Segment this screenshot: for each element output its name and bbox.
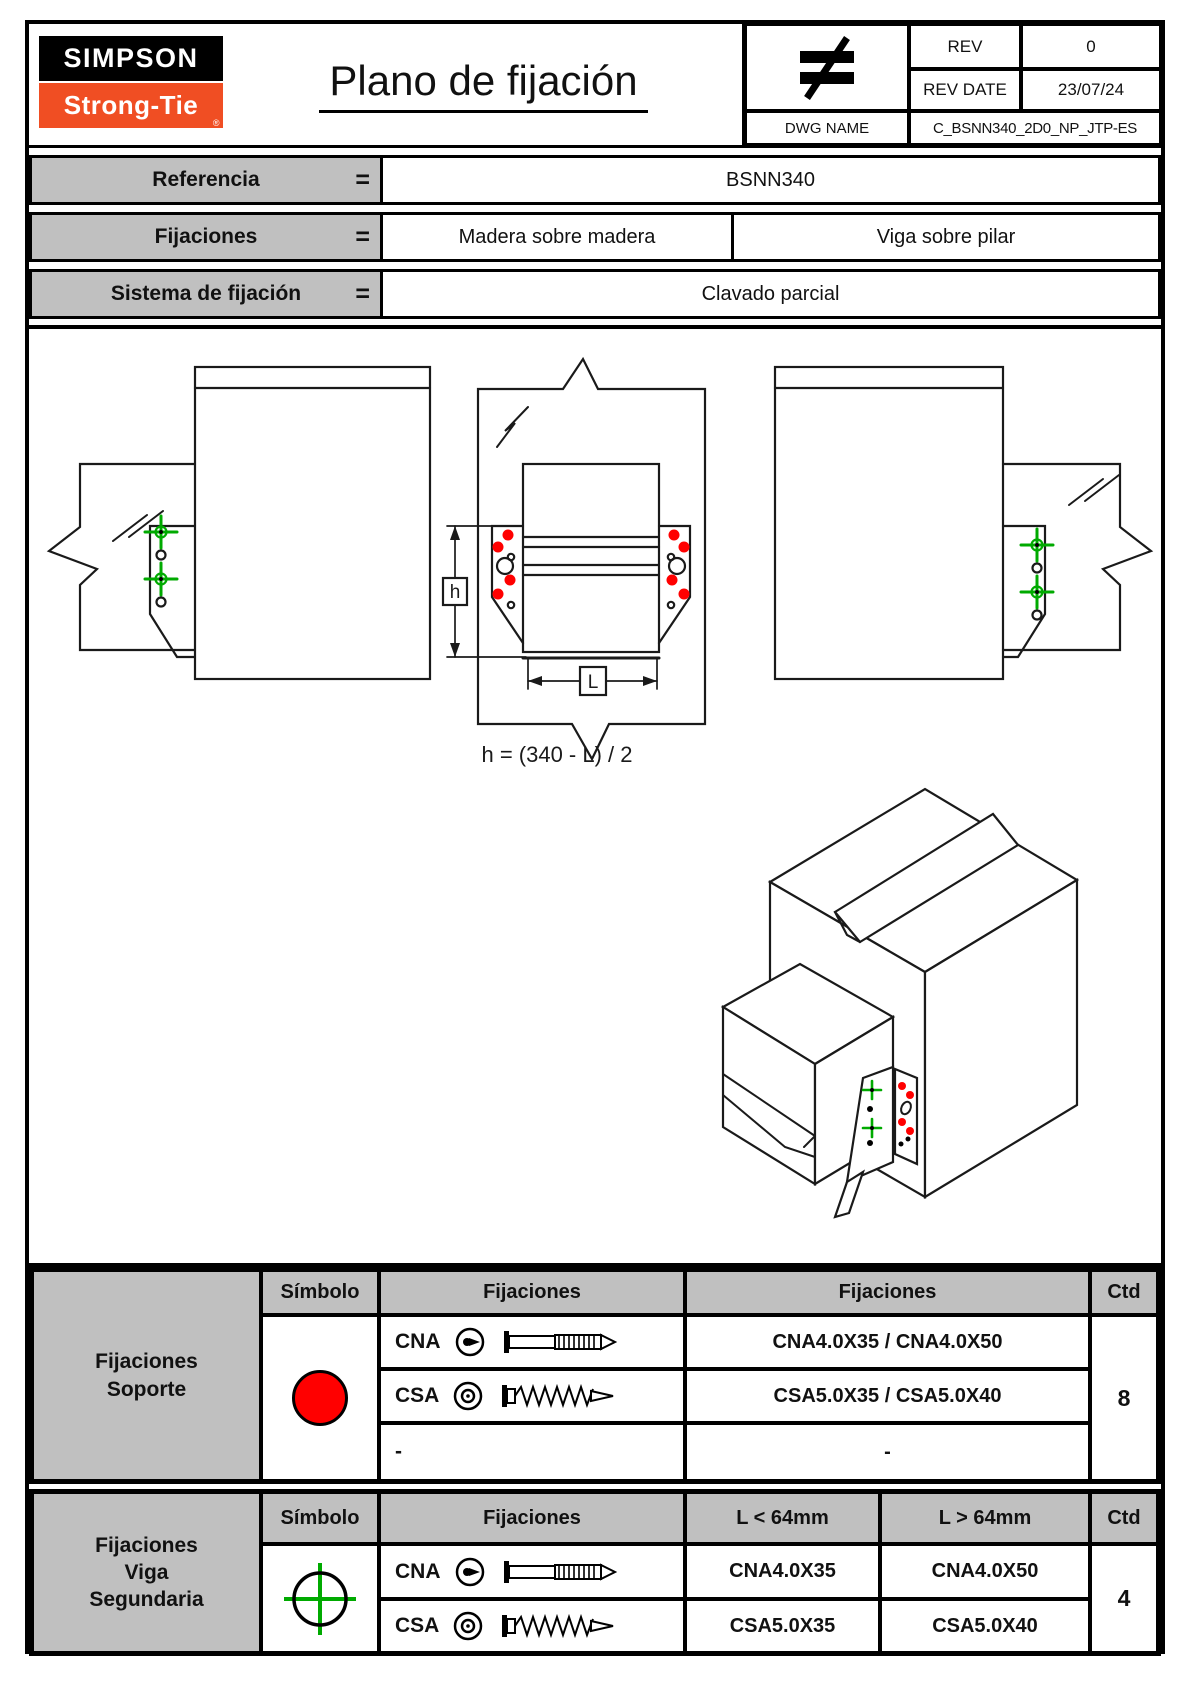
cna-code: CNA <box>395 1330 441 1353</box>
logo-strongtie-text: Strong-Tie <box>63 90 199 120</box>
beam-qty: 4 <box>1090 1544 1158 1653</box>
beam-fastener-markers-right <box>1021 529 1053 620</box>
referencia-label-text: Referencia <box>152 168 260 191</box>
equals-sign: = <box>355 222 370 251</box>
sistema-value: Clavado parcial <box>701 282 840 305</box>
red-circle-symbol <box>292 1370 348 1426</box>
cna-nail-head-icon <box>454 1326 486 1358</box>
h-dimension <box>443 526 526 657</box>
rev-label: REV <box>909 24 1021 69</box>
referencia-value: BSNN340 <box>726 168 815 191</box>
support-table-label-line2: Soporte <box>106 1377 187 1401</box>
fijaciones-value-left: Madera sobre madera <box>383 215 734 259</box>
header-fijaciones-2: Fijaciones <box>379 1492 685 1544</box>
support-dash-detail: - <box>685 1423 1090 1481</box>
support-row-csa <box>379 1369 685 1423</box>
logo-simpson: SIMPSON <box>39 36 223 81</box>
cna-nail-drawing <box>499 1557 617 1587</box>
header-l-less: L < 64mm <box>685 1492 880 1544</box>
csa-screw-head-icon <box>452 1610 484 1642</box>
drawing-area <box>29 325 1161 1267</box>
cna-code-2: CNA <box>395 1559 441 1583</box>
support-qty: 8 <box>1090 1315 1158 1481</box>
left-side-view <box>49 367 430 679</box>
rev-date-label: REV DATE <box>909 69 1021 111</box>
height-formula: h = (340 - L) / 2 <box>481 742 633 767</box>
beam-cna-l-greater: CNA4.0X50 <box>880 1544 1090 1599</box>
drawing-sheet <box>25 20 1165 1654</box>
dwg-name-value: C_BSNN340_2D0_NP_JTP-ES <box>909 111 1161 145</box>
csa-screw-drawing <box>497 1611 615 1641</box>
beam-csa-l-less: CSA5.0X35 <box>685 1599 880 1653</box>
csa-code: CSA <box>395 1384 440 1407</box>
row-fijaciones <box>29 212 1161 262</box>
csa-screw-drawing <box>497 1381 615 1411</box>
projection-symbol-cell <box>745 24 909 111</box>
support-fastener-markers-left-flange <box>493 530 516 609</box>
support-table-label-line1: Fijaciones <box>95 1350 198 1374</box>
beam-row-cna <box>379 1544 685 1599</box>
equals-sign: = <box>355 165 370 194</box>
right-side-view <box>775 367 1151 679</box>
header-simbolo: Símbolo <box>261 1270 379 1315</box>
fijaciones-value-right: Viga sobre pilar <box>876 225 1016 248</box>
header-fijaciones: Fijaciones <box>379 1270 685 1315</box>
header-fijaciones-detail: Fijaciones <box>685 1270 1090 1315</box>
l-dimension <box>528 659 657 695</box>
fijaciones-label <box>29 212 383 262</box>
support-fastener-markers-right-flange <box>667 530 690 609</box>
support-cna-detail: CNA4.0X35 / CNA4.0X50 <box>685 1315 1090 1369</box>
dwg-name-label: DWG NAME <box>745 111 909 145</box>
h-dimension-label: h <box>449 582 461 603</box>
header-simbolo-2: Símbolo <box>261 1492 379 1544</box>
title-block <box>29 24 1161 148</box>
rev-date-value: 23/07/24 <box>1021 69 1161 111</box>
cna-nail-head-icon <box>454 1556 486 1588</box>
not-equal-projection-icon <box>783 35 871 101</box>
support-symbol-cell <box>261 1315 379 1481</box>
support-fixings-table <box>29 1267 1161 1484</box>
cna-nail-drawing <box>499 1327 617 1357</box>
technical-drawing <box>29 329 1161 1263</box>
referencia-label <box>29 155 383 205</box>
beam-csa-l-greater: CSA5.0X40 <box>880 1599 1090 1653</box>
beam-table-label <box>32 1492 261 1653</box>
simpson-strongtie-logo <box>29 24 225 145</box>
registered-mark: ® <box>212 118 220 128</box>
row-sistema <box>29 269 1161 319</box>
rev-value: 0 <box>1021 24 1161 69</box>
revision-block <box>742 24 1161 145</box>
beam-symbol-cell <box>261 1544 379 1653</box>
logo-strongtie <box>39 83 223 128</box>
support-row-cna <box>379 1315 685 1369</box>
support-row-dash: - <box>379 1423 685 1481</box>
beam-cna-l-less: CNA4.0X35 <box>685 1544 880 1599</box>
support-table-label <box>32 1270 261 1481</box>
fijaciones-label-text: Fijaciones <box>154 225 258 248</box>
beam-fixings-table <box>29 1489 1161 1656</box>
beam-table-label-line2: Viga <box>124 1560 169 1584</box>
header-ctd-2: Ctd <box>1090 1492 1158 1544</box>
csa-screw-head-icon <box>452 1380 484 1412</box>
hanger-flange <box>895 1069 917 1164</box>
sistema-label-text: Sistema de fijación <box>110 282 302 305</box>
beam-row-csa <box>379 1599 685 1653</box>
row-referencia <box>29 155 1161 205</box>
sistema-label <box>29 269 383 319</box>
beam-table-label-line3: Segundaria <box>89 1588 204 1612</box>
l-dimension-label: L <box>587 672 599 693</box>
isometric-view <box>723 789 1077 1217</box>
csa-code-2: CSA <box>395 1614 440 1637</box>
front-view <box>443 359 705 767</box>
green-crosshair-symbol <box>279 1558 361 1640</box>
page-title: Plano de fijación <box>319 57 647 113</box>
header-l-greater: L > 64mm <box>880 1492 1090 1544</box>
header-ctd: Ctd <box>1090 1270 1158 1315</box>
beam-table-label-line1: Fijaciones <box>95 1533 198 1557</box>
equals-sign: = <box>355 279 370 308</box>
support-csa-detail: CSA5.0X35 / CSA5.0X40 <box>685 1369 1090 1423</box>
